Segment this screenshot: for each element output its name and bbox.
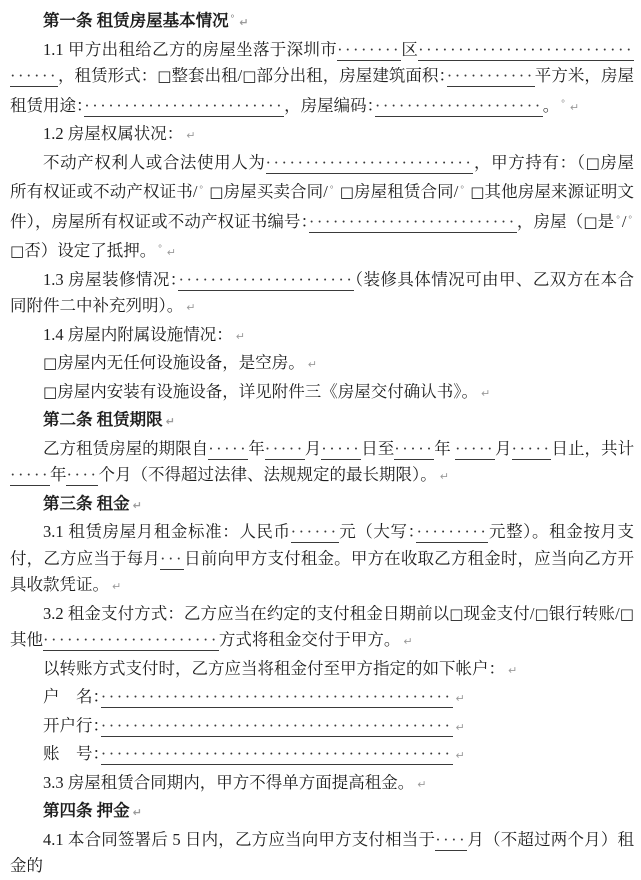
blank-fill-in-field: ····· (10, 465, 50, 484)
text-run: 房屋内无任何设施设备，是空房。 (57, 353, 305, 372)
blank-fill-in-field: ······················ (178, 269, 355, 289)
fullwidth-space-mark-icon: ° (199, 184, 204, 194)
text-run: ，房屋编码： (284, 95, 375, 115)
paragraph-return-mark-icon: ↵ (455, 749, 465, 762)
fullwidth-space-mark-icon: ° (230, 13, 235, 23)
blank-fill-in-field: ·························· (308, 211, 517, 231)
text-run: 月 (494, 438, 512, 458)
text-run: ，租赁形式： (57, 66, 158, 85)
text-run: （装修具体情况可由甲、乙双方在本合同附件二中补充列明）。 (10, 269, 635, 315)
text-run: 3.2 租金支付方式：乙方应当在约定的支付租金日期前以 (43, 603, 450, 623)
checkbox-icon: □ (10, 242, 25, 260)
paragraph-return-mark-icon: ↵ (508, 663, 518, 677)
text-run: 3.3 房屋租赁合同期内，甲方不得单方面提高租金。 (43, 772, 415, 792)
text-run: 第四条 押金 (43, 801, 130, 820)
fullwidth-space-mark-icon: ° (460, 184, 464, 194)
text-run: 房屋所有权证或不动产权证书/ (10, 152, 635, 201)
text-run: 元（大写： (338, 522, 417, 541)
paragraph-return-mark-icon: ↵ (455, 692, 465, 705)
contract-paragraph (10, 436, 634, 491)
text-run: 第三条 租金 (43, 493, 130, 513)
text-run: 现金支付/ (463, 603, 535, 623)
contract-paragraph (10, 656, 634, 685)
text-run: 方式将租金交付于甲方。 (218, 630, 401, 649)
blank-fill-in-field: ···· (435, 829, 468, 849)
text-run: 开户行： (43, 715, 101, 735)
text-run: 是 (597, 211, 615, 231)
paragraph-return-mark-icon: ↵ (132, 498, 142, 512)
section-heading (10, 798, 634, 827)
checkbox-icon: □ (242, 67, 257, 85)
blank-fill-in-field: ···· (66, 465, 99, 484)
text-run: 1.4 房屋内附属设施情况： (43, 324, 233, 344)
text-run: 其他 (10, 630, 43, 649)
text-run: 日前向甲方支付租金。甲方在收取乙方租金时，应当向乙方开具收款凭证。 (10, 548, 635, 594)
text-run: 不动产权利人或合法使用人为 (43, 152, 266, 172)
blank-fill-in-field: ····· (454, 438, 495, 458)
section-heading (10, 491, 634, 520)
blank-fill-in-field: ····· (511, 438, 552, 458)
paragraph-return-mark-icon: ↵ (132, 806, 142, 819)
text-run: 日止，共计 (551, 438, 635, 458)
fullwidth-space-mark-icon: ° (628, 213, 633, 224)
fullwidth-space-mark-icon: ° (561, 97, 565, 108)
contract-paragraph (10, 322, 634, 351)
checkbox-icon: □ (157, 67, 172, 85)
text-run: 房屋买卖合同/ (223, 182, 328, 201)
contract-paragraph (10, 741, 634, 770)
paragraph-return-mark-icon: ↵ (186, 301, 196, 314)
contract-paragraph (10, 379, 634, 408)
paragraph-return-mark-icon: ↵ (239, 16, 249, 29)
blank-fill-in-field: ····· (208, 438, 249, 458)
paragraph-return-mark-icon: ↵ (439, 470, 449, 483)
blank-fill-in-field: ············································ (100, 715, 453, 735)
checkbox-icon: □ (619, 604, 634, 623)
blank-fill-in-field: ············································ (100, 687, 453, 706)
contract-paragraph (10, 350, 634, 379)
text-run: 第一条 租赁房屋基本情况 (43, 11, 229, 30)
text-run: 户 名： (43, 687, 101, 706)
blank-fill-in-field: ································· (10, 39, 635, 85)
blank-fill-in-field: ··········· (446, 66, 535, 85)
text-run: 第二条 租赁期限 (43, 410, 163, 429)
text-run: 乙方租赁房屋的期限自 (43, 438, 209, 458)
blank-fill-in-field: ·························· (265, 152, 474, 172)
paragraph-return-mark-icon: ↵ (569, 100, 580, 114)
paragraph-return-mark-icon: ↵ (112, 580, 122, 593)
blank-fill-in-field: ························· (84, 95, 285, 115)
contract-paragraph (10, 601, 634, 656)
blank-fill-in-field: ······················ (43, 630, 219, 649)
text-run: 年 (248, 438, 265, 458)
contract-paragraph (10, 267, 634, 322)
paragraph-return-mark-icon: ↵ (165, 415, 175, 428)
contract-paragraph (10, 37, 634, 122)
text-run: 年 (49, 465, 67, 484)
contract-paragraph (10, 684, 634, 713)
fullwidth-space-mark-icon: ° (616, 213, 620, 224)
contract-paragraph (10, 713, 634, 742)
text-run: 3.1 租赁房屋月租金标准：人民币 (43, 522, 291, 541)
checkbox-icon: □ (449, 604, 464, 623)
text-run: 1.3 房屋装修情况： (43, 269, 179, 289)
checkbox-icon: □ (43, 382, 58, 401)
contract-paragraph (10, 519, 634, 601)
blank-fill-in-field: ············································ (100, 744, 453, 763)
text-run: 部分出租，房屋建筑面积： (256, 66, 447, 85)
checkbox-icon: □ (43, 354, 58, 372)
text-run: 房屋内安装有设施设备，详见附件三《房屋交付确认书》。 (57, 381, 478, 401)
text-run: 元整）。租金按月支付，乙方应当于每月 (10, 522, 635, 568)
contract-paragraph (10, 150, 634, 267)
blank-fill-in-field: ····················· (374, 95, 543, 115)
text-run: 区 (401, 39, 419, 59)
text-run: 整套出租/ (171, 66, 243, 85)
paragraph-return-mark-icon: ↵ (307, 358, 317, 371)
blank-fill-in-field: ····· (321, 438, 362, 458)
text-run: 银行转账/ (548, 603, 620, 623)
text-run: 月（不超过两个月）租金的 (10, 829, 635, 875)
section-heading (10, 5, 634, 37)
blank-fill-in-field: ········· (416, 522, 489, 541)
text-run: 月 (304, 438, 322, 458)
text-run: 。 (542, 95, 560, 115)
text-run: 日至 (361, 438, 395, 458)
contract-paragraph (10, 827, 634, 880)
blank-fill-in-field: ····· (264, 438, 305, 458)
text-run: 4.1 本合同签署后 5 日内，乙方应当向甲方支付相当于 (43, 829, 436, 849)
checkbox-icon: □ (534, 604, 549, 623)
text-run: 个月（不得超过法律、法规规定的最长期限）。 (98, 465, 437, 484)
text-run: ，甲方持有：（ (473, 152, 586, 172)
paragraph-return-mark-icon: ↵ (235, 329, 245, 343)
fullwidth-space-mark-icon: ° (158, 243, 162, 253)
text-run: 平方米，房屋租赁用途： (10, 66, 635, 115)
text-run: ，房屋（ (516, 211, 584, 231)
text-run: 其他房屋来源证明文件），房屋所有权证或不动产权证书编号： (10, 182, 634, 231)
text-run: 年 (434, 438, 455, 458)
paragraph-return-mark-icon: ↵ (186, 129, 196, 142)
text-run: 以转账方式支付时，乙方应当将租金付至甲方指定的如下帐户： (43, 658, 505, 678)
blank-fill-in-field: ····· (394, 438, 435, 458)
text-run: 账 号： (43, 744, 101, 763)
paragraph-return-mark-icon: ↵ (403, 635, 413, 648)
checkbox-icon: □ (583, 212, 598, 231)
paragraph-return-mark-icon: ↵ (417, 777, 427, 791)
text-run: 房屋租赁合同/ (354, 182, 459, 201)
paragraph-return-mark-icon: ↵ (166, 246, 177, 259)
checkbox-icon: □ (339, 183, 355, 201)
section-heading (10, 407, 634, 436)
checkbox-icon: □ (470, 183, 485, 201)
blank-fill-in-field: ······ (290, 522, 339, 541)
checkbox-icon: □ (585, 153, 601, 172)
contract-paragraph (10, 121, 634, 150)
blank-fill-in-field: ········ (337, 39, 402, 59)
text-run: / (621, 211, 627, 231)
checkbox-icon: □ (209, 183, 224, 201)
blank-fill-in-field: ··· (160, 548, 184, 568)
contract-paragraph (10, 770, 634, 799)
paragraph-return-mark-icon: ↵ (480, 386, 491, 400)
text-run: 1.1 甲方出租给乙方的房屋坐落于深圳市 (43, 39, 338, 59)
text-run: 否）设定了抵押。 (24, 241, 157, 260)
text-run: 1.2 房屋权属状况： (43, 124, 184, 143)
paragraph-return-mark-icon: ↵ (455, 720, 465, 734)
fullwidth-space-mark-icon: ° (329, 184, 334, 194)
